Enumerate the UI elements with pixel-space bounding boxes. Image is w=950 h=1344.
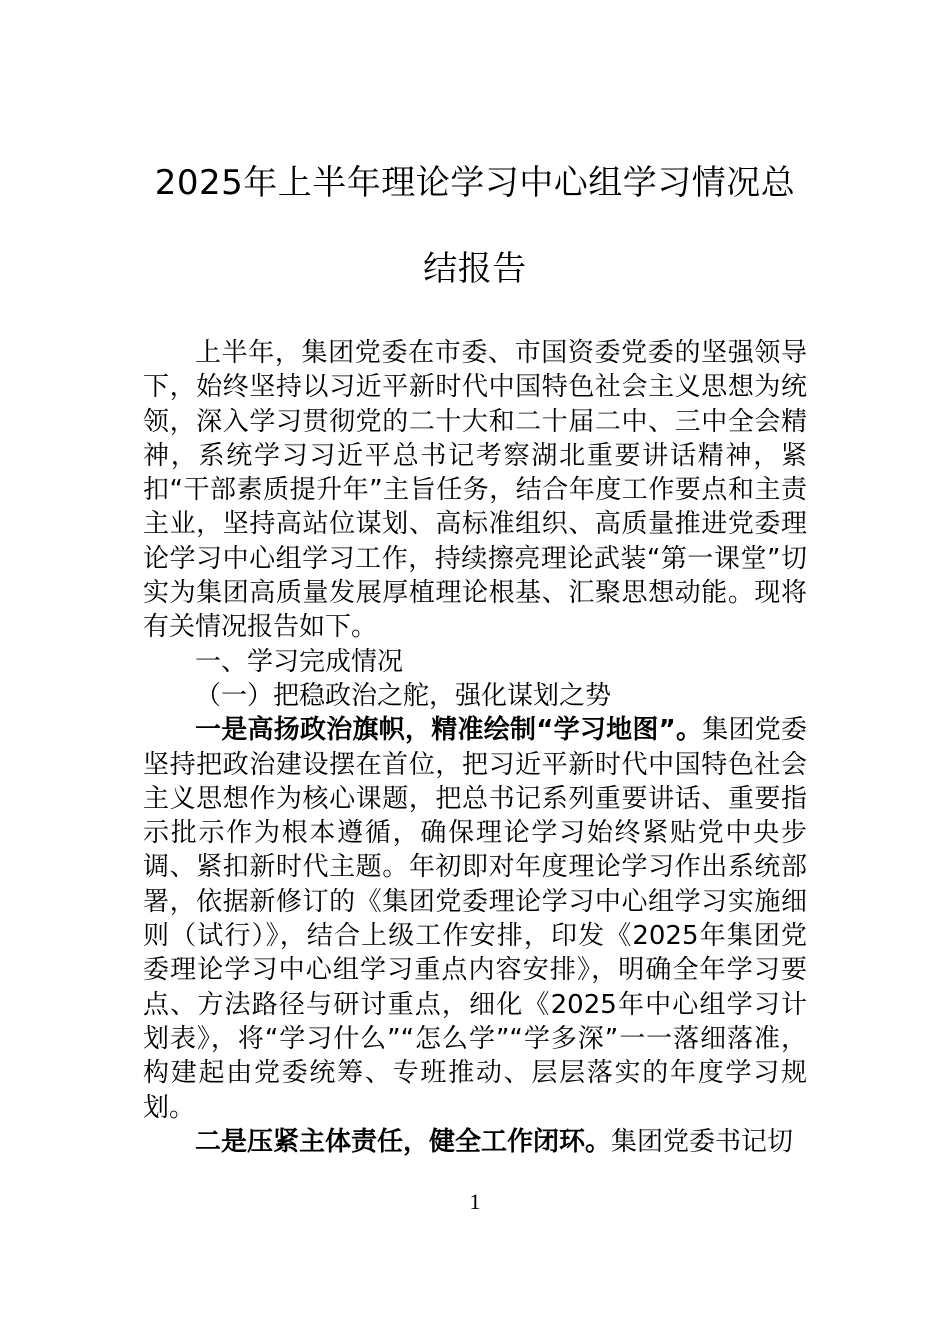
- intro-paragraph: 上半年，集团党委在市委、市国资委党委的坚强领导下，始终坚持以习近平新时代中国特色社会主义思想为统领，深入学习贯彻党的二十大和二十届二中、三中全会精神，系统学习习近平总书记考察湖北重要讲话精神，紧扣“干部素质提升年”主旨任务，结合年度工作要点和主责主业，坚持高站位谋划、高标准组织、高质量推进党委理论学习中心组学习工作，持续擦亮理论武装“第一课堂”切实为集团高质量发展厚植理论根基、汇聚思想动能。现将有关情况报告如下。: [143, 338, 807, 643]
- section-heading-1: 一、学习完成情况: [195, 646, 404, 677]
- point-2-lead: 二是压紧主体责任，健全工作闭环。: [195, 1126, 612, 1157]
- point-1-paragraph: [143, 713, 807, 1125]
- title-line-2: 结报告: [423, 249, 527, 289]
- document-body: [143, 336, 807, 1159]
- page-number: 1: [469, 1189, 481, 1214]
- point-1-lead: 一是高扬政治旗帜，精准绘制“学习地图”。: [195, 715, 703, 746]
- title-line-1: 2025年上半年理论学习中心组学习情况总: [154, 163, 796, 203]
- point-2-text: 集团党委书记切: [611, 1126, 794, 1157]
- point-2-paragraph: [143, 1125, 807, 1159]
- subsection-heading-1: （一）把稳政治之舵，强化谋划之势: [195, 680, 612, 711]
- point-1-text: 集团党委坚持把政治建设摆在首位，把习近平新时代中国特色社会主义思想作为核心课题，把总书记系列重要讲话、重要指示批示作为根本遵循，确保理论学习始终紧贴党中央步调、紧扣新时代主题。年初即对年度理论学习作出系统部署，依据新修订的《集团党委理论学习中心组学习实施细则（试行）》，结合上级工作安排，印发《2025年集团党委理论学习中心组学习重点内容安排》，明确全年学习要点、方法路径与研讨重点，细化《2025年中心组学习计划表》，将“学习什么”“怎么学”“学多深”一一落细落准，构建起由党委统筹、专班推动、层层落实的年度学习规划。: [143, 715, 807, 1123]
- document-title: [140, 140, 810, 312]
